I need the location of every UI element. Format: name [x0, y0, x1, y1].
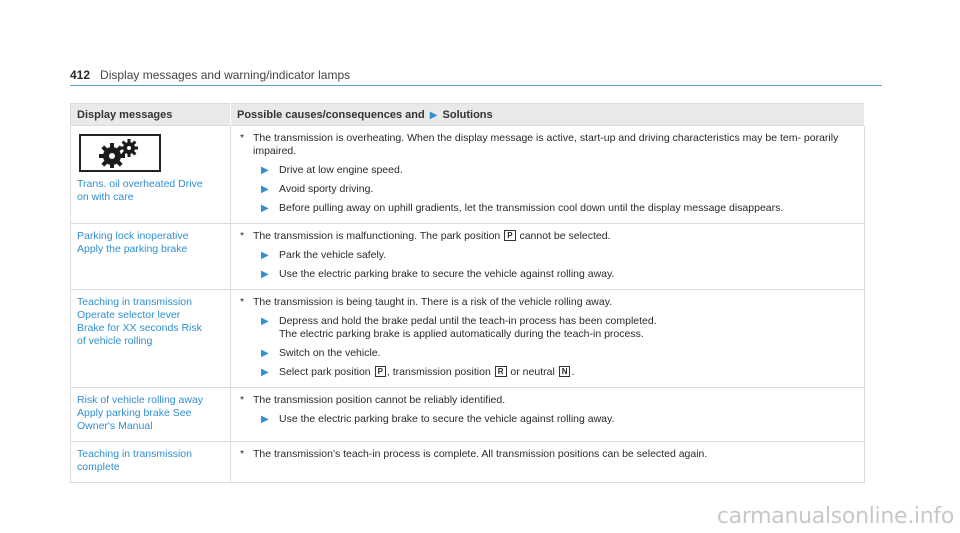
cause-text — [237, 230, 858, 243]
cause-text — [237, 448, 858, 461]
action-arrow-icon: ▶ — [261, 367, 269, 378]
action-step — [237, 315, 858, 341]
cause-text — [237, 296, 858, 309]
park-position-key: P — [504, 230, 515, 241]
bullet-star: * — [240, 230, 245, 242]
action-arrow-icon: ▶ — [261, 203, 269, 214]
col-header-messages: Display messages — [71, 104, 231, 126]
action-arrow-icon: ▶ — [261, 184, 269, 195]
action-line: The electric parking brake is applied automatically during the teach-in process. — [279, 328, 644, 340]
bullet-star: * — [240, 448, 245, 460]
watermark: carmanualsonline.info — [716, 504, 954, 529]
action-text: Park the vehicle safely. — [279, 249, 387, 261]
reverse-position-key: R — [495, 366, 507, 377]
action-arrow-icon: ▶ — [261, 165, 269, 176]
action-arrow-icon: ▶ — [261, 348, 269, 359]
action-part: , transmission position — [386, 366, 491, 378]
message-line: Risk of vehicle rolling away — [77, 394, 204, 406]
causes-cell — [231, 388, 865, 442]
action-step — [237, 202, 858, 215]
park-position-key: P — [375, 366, 386, 377]
message-cell — [71, 224, 231, 290]
message-line: Operate selector lever — [77, 309, 181, 321]
cause-body: The transmission is overheating. When the display message is active, start-up and driving characteristics may be tem- porarily impaired. — [253, 132, 839, 157]
table-row — [71, 224, 865, 290]
cause-text — [237, 132, 858, 158]
gear-warning-icon — [79, 134, 161, 172]
action-step — [237, 164, 858, 177]
message-line: Teaching in transmission — [77, 296, 192, 308]
message-cell — [71, 388, 231, 442]
cause-part: The transmission is malfunctioning. The park position — [253, 230, 501, 242]
causes-cell — [231, 224, 865, 290]
action-text: Before pulling away on uphill gradients, let the transmission cool down until the display message disappears. — [279, 202, 784, 214]
message-cell — [71, 290, 231, 388]
cause-body: The transmission is being taught in. There is a risk of the vehicle rolling away. — [253, 296, 613, 308]
col-header-causes-label: Possible causes/consequences and — [237, 108, 425, 121]
bullet-star: * — [240, 132, 245, 144]
action-arrow-icon: ▶ — [261, 316, 269, 327]
neutral-position-key: N — [559, 366, 571, 377]
action-step — [237, 413, 858, 426]
message-line: Owner's Manual — [77, 420, 153, 432]
bullet-star: * — [240, 296, 245, 308]
message-line: complete — [77, 461, 120, 473]
action-part: Select park position — [279, 366, 371, 378]
page-title: Display messages and warning/indicator lamps — [100, 68, 351, 82]
cause-body: The transmission's teach-in process is complete. All transmission positions can be selected again. — [253, 448, 708, 460]
page-header — [70, 68, 882, 86]
cause-body: The transmission position cannot be reliably identified. — [253, 394, 506, 406]
action-arrow-icon: ▶ — [261, 414, 269, 425]
message-line: of vehicle rolling — [77, 335, 153, 347]
solution-arrow-icon: ▶ — [429, 109, 438, 121]
message-cell — [71, 126, 231, 224]
causes-cell — [231, 442, 865, 483]
table-row — [71, 290, 865, 388]
cause-part: cannot be selected. — [519, 230, 611, 242]
action-step — [237, 183, 858, 196]
message-line: on with care — [77, 191, 134, 203]
cause-body — [253, 230, 611, 243]
cause-text — [237, 394, 858, 407]
action-text: Switch on the vehicle. — [279, 347, 381, 359]
action-text — [279, 366, 858, 379]
col-header-causes — [231, 104, 865, 126]
action-part: . — [571, 366, 575, 378]
action-part: or neutral — [510, 366, 555, 378]
action-step — [237, 249, 858, 262]
table-row — [71, 442, 865, 483]
table-row — [71, 388, 865, 442]
action-text — [279, 315, 858, 341]
message-cell — [71, 442, 231, 483]
col-header-solutions-label: Solutions — [442, 108, 493, 121]
action-line: Depress and hold the brake pedal until the teach-in process has been completed. — [279, 315, 657, 327]
action-step — [237, 347, 858, 360]
message-line: Parking lock inoperative — [77, 230, 189, 242]
action-text: Use the electric parking brake to secure the vehicle against rolling away. — [279, 413, 615, 425]
causes-cell — [231, 126, 865, 224]
message-line: Trans. oil overheated Drive — [77, 178, 203, 190]
message-line: Brake for XX seconds Risk — [77, 322, 202, 334]
action-arrow-icon: ▶ — [261, 269, 269, 280]
table-header-row — [71, 104, 865, 126]
display-messages-table — [70, 103, 865, 483]
table-row — [71, 126, 865, 224]
message-line: Apply the parking brake — [77, 243, 188, 255]
action-step — [237, 268, 858, 281]
action-arrow-icon: ▶ — [261, 250, 269, 261]
message-line: Teaching in transmission — [77, 448, 192, 460]
bullet-star: * — [240, 394, 245, 406]
message-line: Apply parking brake See — [77, 407, 192, 419]
action-text: Use the electric parking brake to secure the vehicle against rolling away. — [279, 268, 615, 280]
action-text: Avoid sporty driving. — [279, 183, 374, 195]
causes-cell — [231, 290, 865, 388]
action-text: Drive at low engine speed. — [279, 164, 403, 176]
page-number: 412 — [70, 68, 91, 82]
action-step — [237, 366, 858, 379]
